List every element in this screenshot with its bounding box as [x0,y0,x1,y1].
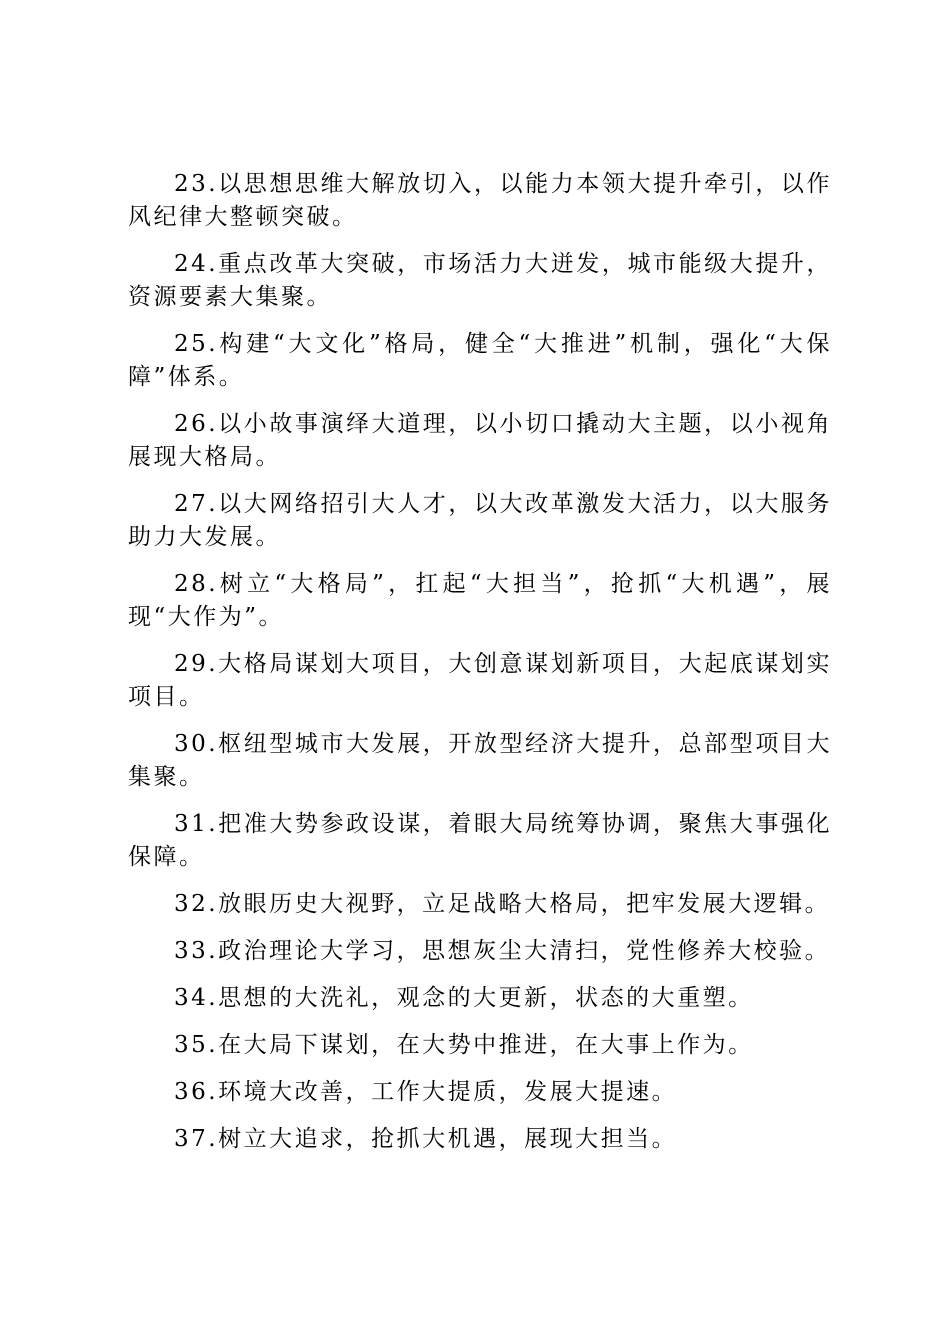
list-item-27: 27.以大网络招引大人才，以大改革激发大活力，以大服务助力大发展。 [128,491,832,550]
list-item-37: 37.树立大追求，抢抓大机遇，展现大担当。 [174,1126,678,1152]
list-item-25: 25.构建“大文化”格局，健全“大推进”机制，强化“大保障”体系。 [128,331,832,390]
list-item-36: 36.环境大改善，工作大提质，发展大提速。 [174,1079,678,1105]
list-item-32: 32.放眼历史大视野，立足战略大格局，把牢发展大逻辑。 [174,891,831,917]
list-item-28: 28.树立“大格局”，扛起“大担当”，抢抓“大机遇”，展现“大作为”。 [128,571,832,630]
document-body [128,168,832,1170]
list-item-26: 26.以小故事演绎大道理，以小切口撬动大主题，以小视角展现大格局。 [128,411,832,470]
list-item-23: 23.以思想思维大解放切入，以能力本领大提升牵引，以作风纪律大整顿突破。 [128,171,832,230]
list-item-29: 29.大格局谋划大项目，大创意谋划新项目，大起底谋划实项目。 [128,651,832,710]
list-item-24: 24.重点改革大突破，市场活力大迸发，城市能级大提升，资源要素大集聚。 [128,251,832,310]
list-item-34: 34.思想的大洗礼，观念的大更新，状态的大重塑。 [174,985,754,1011]
list-item-35: 35.在大局下谋划，在大势中推进，在大事上作为。 [174,1032,754,1058]
list-item-31: 31.把准大势参政设谋，着眼大局统筹协调，聚焦大事强化保障。 [128,811,832,870]
list-item-30: 30.枢纽型城市大发展，开放型经济大提升，总部型项目大集聚。 [128,731,832,790]
list-item-33: 33.政治理论大学习，思想灰尘大清扫，党性修养大校验。 [174,938,831,964]
